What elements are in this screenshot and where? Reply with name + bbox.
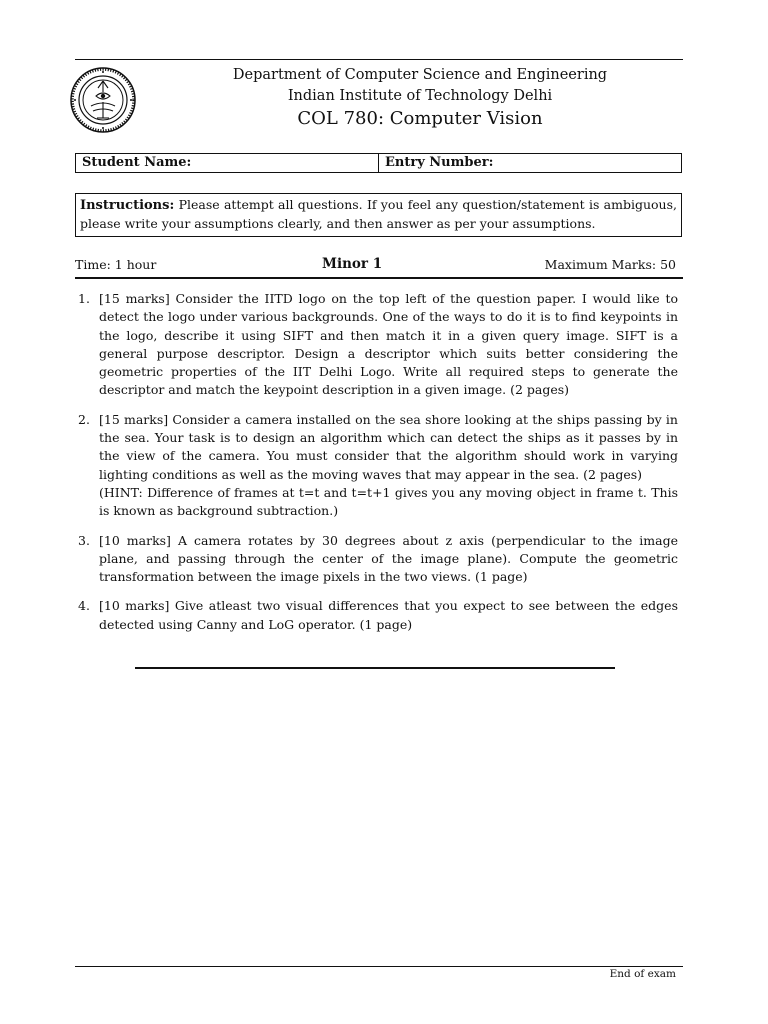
question-item <box>78 290 678 400</box>
top-rule <box>75 59 683 60</box>
exam-time: Time: 1 hour <box>75 257 157 272</box>
instructions-box <box>75 193 682 237</box>
department-name: Department of Computer Science and Engineering <box>232 67 608 83</box>
question-item <box>78 597 678 634</box>
footer-rule <box>75 966 683 967</box>
question-text: [10 marks] Give atleast two visual differences that you expect to see between the edges detected using Canny and LoG operator. (1 page) <box>99 598 678 632</box>
question-text-block <box>99 532 678 587</box>
question-number: 4. <box>78 598 90 614</box>
question-text: [15 marks] Consider the IITD logo on the top left of the question paper. I would like to detect the logo under various backgrounds. One of the ways to do it is to find keypoints in the logo, describe it using SIFT and then match it in a given query image. SIFT is a general purpose descriptor. Design a descriptor which suits better considering the geometric properties of the IIT Delhi Logo. Write all required steps to generate the descriptor and match the keypoint description in a given image. (2 pages) <box>99 291 678 398</box>
section-rule <box>75 277 683 279</box>
question-list <box>78 290 678 634</box>
institute-name: Indian Institute of Technology Delhi <box>287 88 553 104</box>
iitd-logo-icon <box>69 66 137 134</box>
question-number: 1. <box>78 291 90 306</box>
question-number: 3. <box>78 532 90 548</box>
entry-number-label[interactable]: Entry Number: <box>385 155 494 170</box>
end-of-exam-text: End of exam <box>609 968 676 980</box>
question-text-block <box>99 411 678 521</box>
question-text-block <box>99 597 678 634</box>
question-number: 2. <box>78 411 90 427</box>
end-rule <box>135 667 615 669</box>
instructions-label: Instructions: <box>80 198 175 213</box>
question-text: [10 marks] A camera rotates by 30 degrees about z axis (perpendicular to the image plane, and passing through the center of the image plane). Compute the geometric transformation between the image pixels in the two views. (1 page) <box>99 532 678 585</box>
exam-name: Minor 1 <box>322 256 383 272</box>
student-name-label[interactable]: Student Name: <box>76 154 379 172</box>
max-marks: Maximum Marks: 50 <box>544 257 676 272</box>
question-text: [15 marks] Consider a camera installed on the sea shore looking at the ships passing by in the sea. Your task is to design an algorithm which can detect the ships as it passes by in the view of the camera. You must consider that the algorithm should work in varying lighting conditions as well as the moving waves that may appear in the sea. (2 pages) <box>99 411 678 482</box>
instructions-text: Please attempt all questions. If you feel any question/statement is ambiguous, please write your assumptions clearly, and then answer as per your assumptions. <box>80 197 677 231</box>
question-text-block <box>99 290 678 400</box>
question-hint: (HINT: Difference of frames at t=t and t=t+1 gives you any moving object in frame t. This is known as background subtraction.) <box>99 484 678 519</box>
student-info-box <box>75 153 682 173</box>
question-item <box>78 411 678 521</box>
question-item <box>78 532 678 587</box>
course-title: COL 780: Computer Vision <box>297 108 543 129</box>
